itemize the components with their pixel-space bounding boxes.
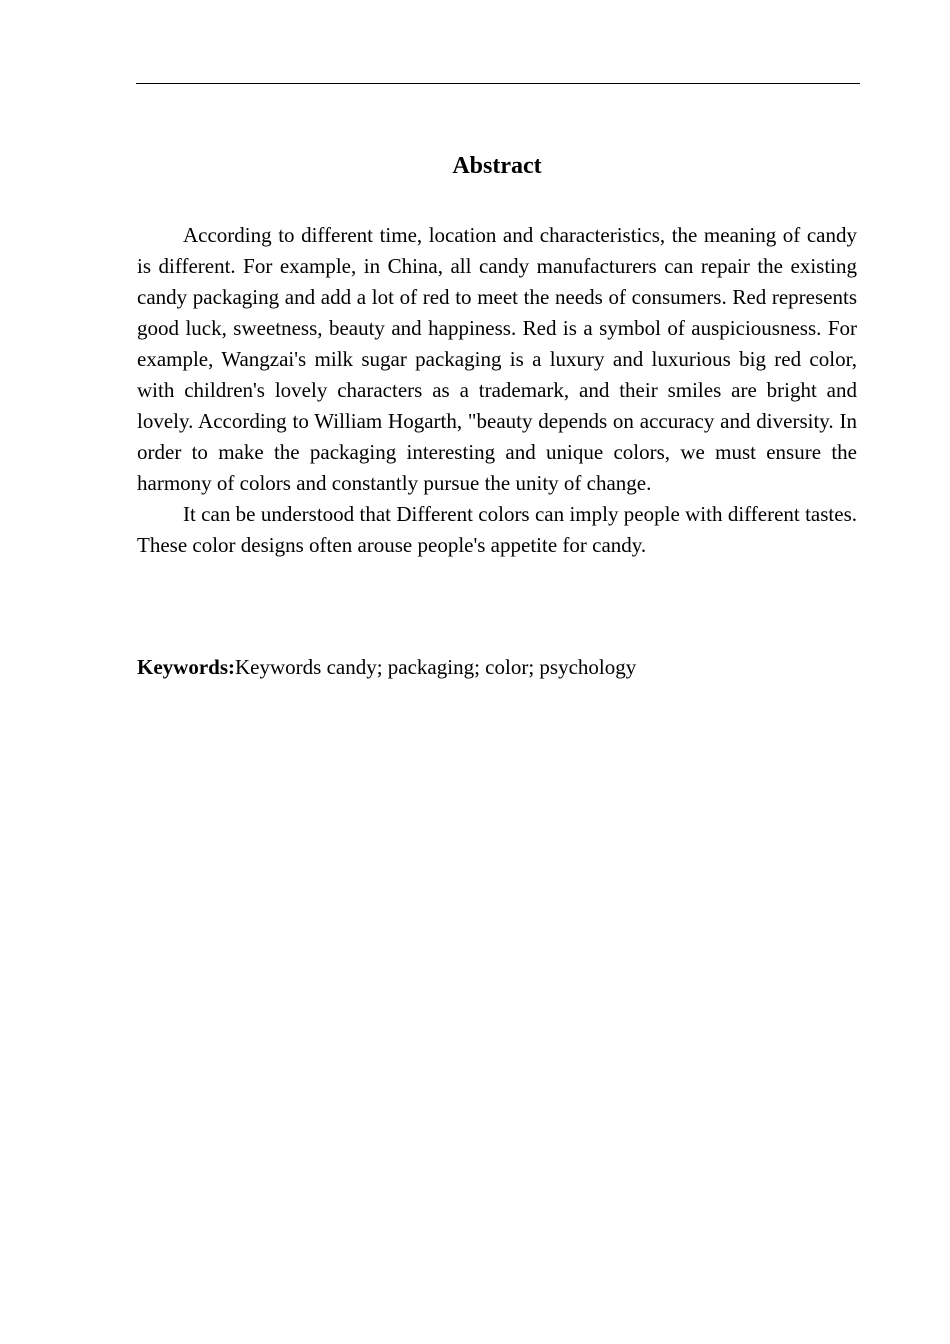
abstract-paragraph-1: According to different time, location and characteristics, the meaning of candy is different. For example, in China, all candy manufacturers can repair the existing candy packaging and add a lot of red to meet the needs of consumers. Red represents good luck, sweetness, beauty and happiness. Red is a symbol of auspiciousness. For example, Wangzai's milk sugar packaging is a luxury and luxurious big red color, with children's lovely characters as a trademark, and their smiles are bright and lovely. According to William Hogarth, "beauty depends on accuracy and diversity. In order to make the packaging interesting and unique colors, we must ensure the harmony of colors and constantly pursue the unity of change.	[137, 223, 857, 495]
header-rule	[136, 83, 860, 84]
keywords-value: Keywords candy; packaging; color; psychology	[235, 655, 637, 679]
abstract-paragraph-2: It can be understood that Different colors can imply people with different tastes. These color designs often arouse people's appetite for candy.	[137, 502, 857, 557]
keywords-label: Keywords:	[137, 655, 235, 679]
abstract-body	[137, 220, 857, 561]
keywords-line	[137, 652, 857, 683]
abstract-title: Abstract	[452, 153, 542, 179]
